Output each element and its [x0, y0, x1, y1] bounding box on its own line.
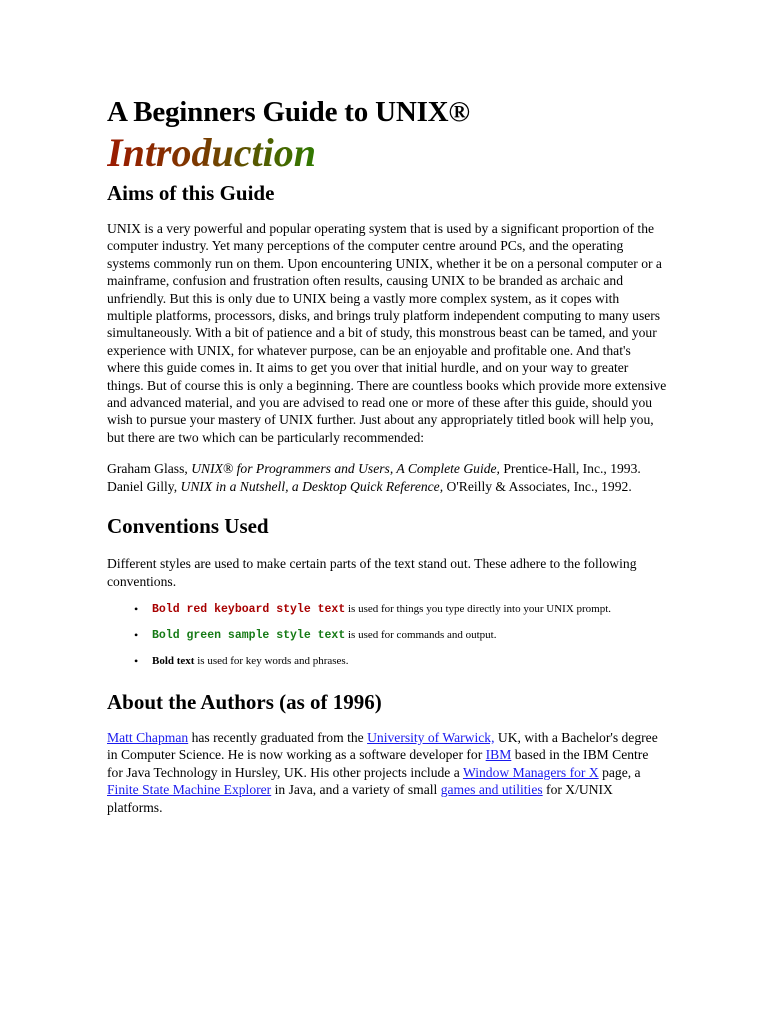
authors-text: page, a — [598, 764, 641, 780]
reference-1-author: Graham Glass, — [107, 461, 188, 477]
bold-style-sample: Bold text — [152, 654, 195, 667]
aims-paragraph: UNIX is a very powerful and popular operating system that is used by a significant proportion of the computer industry. Yet many perceptions of the computer centre around PCs, and the operating systems commonly run on them. Upon encountering UNIX, whether it be on a personal computer or a mainframe, confusion and frustration often results, causing UNIX to be branded as archaic and unfriendly. But this is only due to UNIX being a vastly more complex system, as it copes with multiple platforms, processors, disks, and brings truly platform independent computing to many users simultaneously. With a bit of patience and a bit of study, this monstrous beast can be tamed, and your experience with UNIX, for whatever purpose, can be an enjoyable and profitable one. And that's where this guide comes in. It aims to get you over that initial hurdle, and on your way to greater things. But of course this is only a beginning. There are countless books which provide more extensive and advanced material, and you are advised to read one or more of these after this guide, should you wish to pursue your mastery of UNIX further. Just about any appropriately titled book will help you, but there are two which can be particularly recommended: — [107, 221, 667, 445]
introduction-heading-wrap — [107, 130, 667, 176]
reference-2-publisher: O'Reilly & Associates, Inc., 1992. — [446, 478, 632, 494]
authors-text: in Java, and a variety of small — [271, 782, 441, 798]
convention-desc: is used for things you type directly into your UNIX prompt. — [345, 602, 612, 615]
list-item — [134, 653, 642, 669]
authors-text: for X/UNIX platforms. — [107, 782, 613, 815]
bullet-icon: • — [134, 653, 139, 668]
bullet-icon: • — [134, 627, 139, 642]
authors-text: has recently graduated from the — [188, 729, 368, 745]
games-and-utilities-link[interactable]: games and utilities — [440, 782, 543, 798]
introduction-heading: Introduction — [107, 130, 316, 175]
bullet-icon: • — [134, 601, 139, 616]
conventions-heading: Conventions Used — [107, 514, 269, 539]
reference-1-publisher: Prentice-Hall, Inc., 1993. — [503, 461, 641, 477]
authors-text: based in the IBM Centre for Java Technology in Hursley, UK. His other projects include a — [107, 747, 649, 780]
authors-text: UK, with a Bachelor's degree in Computer Science. He is now working as a software developer for — [107, 729, 658, 763]
document-content — [107, 94, 667, 816]
window-managers-link[interactable]: Window Managers for X — [462, 764, 599, 780]
authors-heading: About the Authors (as of 1996) — [107, 689, 382, 714]
convention-desc: is used for commands and output. — [345, 628, 497, 641]
sample-style-sample: Bold green sample style text — [152, 628, 346, 642]
list-item — [134, 601, 642, 617]
finite-state-machine-link[interactable]: Finite State Machine Explorer — [107, 782, 272, 798]
conventions-paragraph: Different styles are used to make certain parts of the text stand out. These adhere to the following conventions. — [107, 556, 637, 589]
reference-2-author: Daniel Gilly, — [107, 478, 178, 494]
document-title: A Beginners Guide to UNIX® — [107, 96, 470, 128]
keyboard-style-sample: Bold red keyboard style text — [152, 602, 346, 616]
aims-heading: Aims of this Guide — [107, 181, 275, 205]
authors-paragraph — [107, 729, 667, 816]
conventions-list — [107, 602, 667, 669]
matt-chapman-link[interactable]: Matt Chapman — [107, 729, 189, 745]
university-of-warwick-link[interactable]: University of Warwick, — [367, 729, 495, 745]
reference-1-book: UNIX® for Programmers and Users, A Complete Guide, — [191, 461, 500, 477]
book-references — [107, 460, 667, 495]
ibm-link[interactable]: IBM — [485, 747, 512, 763]
convention-desc: is used for key words and phrases. — [194, 654, 349, 667]
list-item — [134, 627, 642, 643]
reference-2-book: UNIX in a Nutshell, a Desktop Quick Reference, — [180, 478, 444, 494]
